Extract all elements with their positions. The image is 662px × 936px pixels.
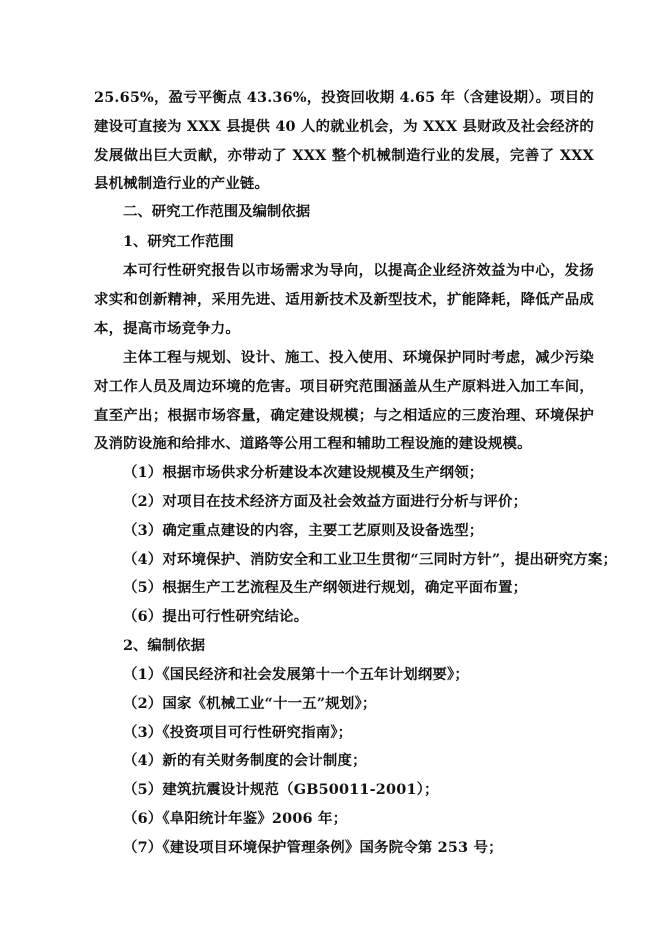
basis-item-4: （4）新的有关财务制度的会计制度； bbox=[123, 752, 367, 769]
intro-paragraph: 25.65%，盈亏平衡点 43.36%，投资回收期 4.65 年（含建设期）。项目的建设可直接为 XXX 县提供 40 人的就业机会，为 XXX 县财政及社会经济的发展做出巨大贡献，亦带动了 XXX 整个机械制造行业的发展，完善了 XXX 县机械制造行业的产业链。 bbox=[94, 89, 594, 193]
scope-item-1: （1）根据市场供求分析建设本次建设规模及生产纲领； bbox=[123, 464, 484, 481]
basis-item-3: （3）《投资项目可行性研究指南》； bbox=[123, 724, 353, 741]
scope-paragraph-1: 本可行性研究报告以市场需求为导向，以提高企业经济效益为中心，发扬求实和创新精神，采用先进、适用新技术及新型技术，扩能降耗，降低产品成本，提高市场竞争力。 bbox=[94, 262, 594, 337]
scope-item-2: （2）对项目在技术经济方面及社会效益方面进行分析与评价； bbox=[123, 493, 528, 510]
scope-item-5: （5）根据生产工艺流程及生产纲领进行规划，确定平面布置； bbox=[123, 579, 528, 596]
basis-item-1: （1）《国民经济和社会发展第十一个五年计划纲要》； bbox=[123, 666, 469, 683]
subsection-2-heading: 2、编制依据 bbox=[123, 637, 205, 654]
scope-item-4: （4）对环境保护、消防安全和工业卫生贯彻“三同时方针”，提出研究方案； bbox=[123, 551, 618, 568]
scope-paragraph-2: 主体工程与规划、设计、施工、投入使用、环境保护同时考虑，减少污染对工作人员及周边环境的危害。项目研究范围涵盖从生产原料进入加工车间，直至产出；根据市场容量，确定建设规模；与之相适应的三废治理、环境保护及消防设施和给排水、道路等公用工程和辅助工程设施的建设规模。 bbox=[94, 349, 594, 453]
basis-item-6: （6）《阜阳统计年鉴》2006 年； bbox=[123, 810, 348, 827]
basis-item-5: （5）建筑抗震设计规范（GB50011-2001）； bbox=[123, 781, 439, 798]
section-heading: 二、研究工作范围及编制依据 bbox=[123, 203, 311, 220]
scope-item-3: （3）确定重点建设的内容，主要工艺原则及设备选型； bbox=[123, 522, 484, 539]
scope-item-6: （6）提出可行性研究结论。 bbox=[123, 608, 309, 625]
subsection-1-heading: 1、研究工作范围 bbox=[123, 233, 234, 250]
basis-item-7: （7）《建设项目环境保护管理条例》国务院令第 253 号； bbox=[123, 839, 503, 856]
basis-item-2: （2）国家《机械工业“十一五”规划》； bbox=[123, 695, 377, 712]
